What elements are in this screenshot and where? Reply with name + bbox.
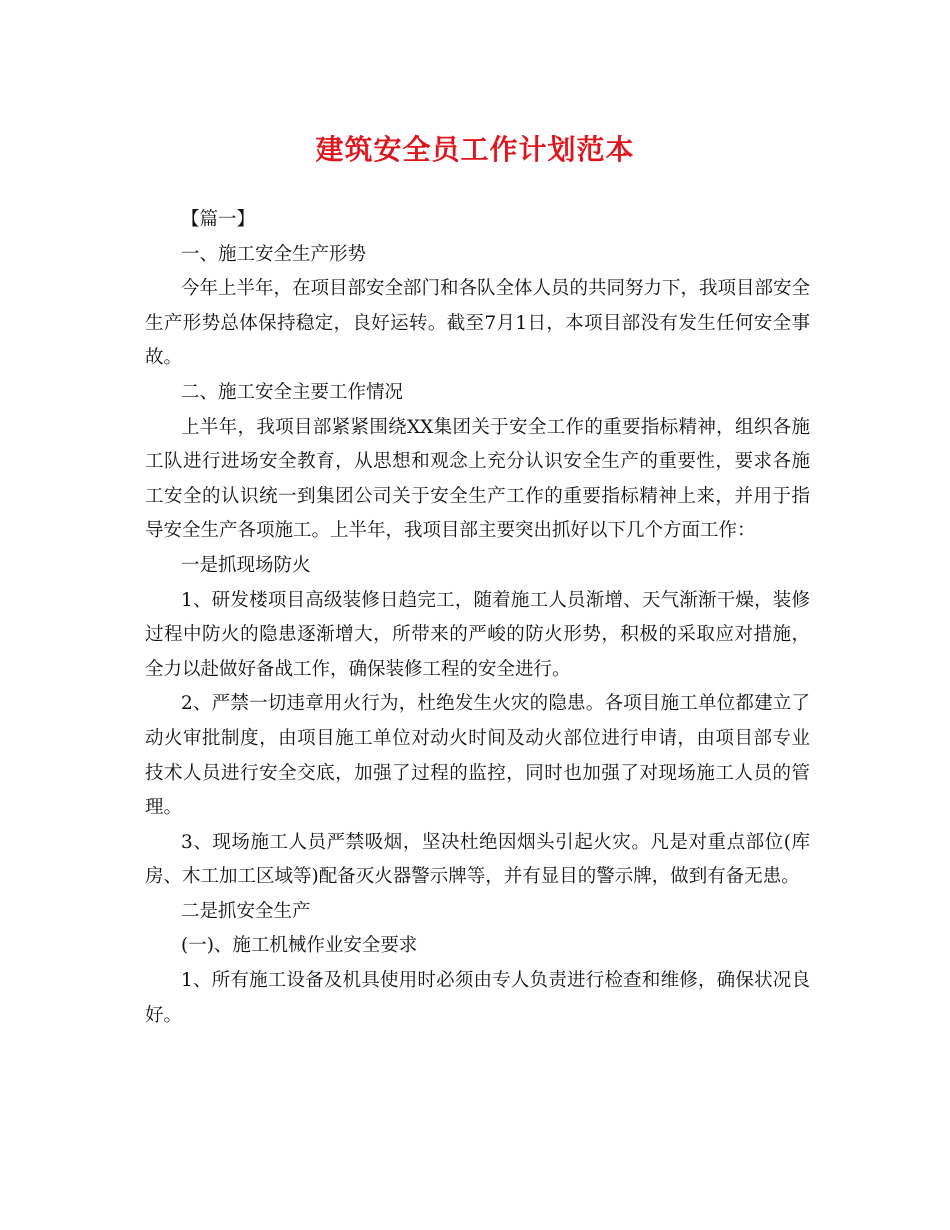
list-item: 3、现场施工人员严禁吸烟，坚决杜绝因烟头引起火灾。凡是对重点部位(库房、木工加工区域等)配备灭火器警示牌等，并有显目的警示牌，做到有备无患。 — [145, 831, 810, 888]
list-item: 1、所有施工设备及机具使用时必须由专人负责进行检查和维修，确保状况良好。 — [145, 970, 810, 1026]
document-body — [145, 203, 810, 1033]
subheading-machinery: (一)、施工机械作业安全要求 — [181, 935, 418, 957]
section-label: 【篇一】 — [181, 209, 256, 230]
subheading-fire-prevention: 一是抓现场防火 — [181, 554, 311, 576]
paragraph: 今年上半年，在项目部安全部门和各队全体人员的共同努力下，我项目部安全生产形势总体保持稳定，良好运转。截至7月1日，本项目部没有发生任何安全事故。 — [145, 278, 811, 369]
heading-safety-situation: 一、施工安全生产形势 — [181, 243, 367, 265]
heading-main-work: 二、施工安全主要工作情况 — [181, 381, 404, 403]
list-item: 1、研发楼项目高级装修日趋完工，随着施工人员渐增、天气渐渐干燥，装修过程中防火的隐患逐渐增大，所带来的严峻的防火形势，积极的采取应对措施，全力以赴做好备战工作，确保装修工程的安全进行。 — [145, 589, 810, 680]
list-item: 2、严禁一切违章用火行为，杜绝发生火灾的隐患。各项目施工单位都建立了动火审批制度，由项目施工单位对动火时间及动火部位进行申请，由项目部专业技术人员进行安全交底，加强了过程的监控，同时也加强了对现场施工人员的管理。 — [145, 693, 810, 819]
subheading-safe-production: 二是抓安全生产 — [181, 900, 311, 922]
document-title: 建筑安全员工作计划范本 — [315, 133, 635, 166]
paragraph: 上半年，我项目部紧紧围绕XX集团关于安全工作的重要指标精神，组织各施工队进行进场安全教育，从思想和观念上充分认识安全生产的重要性，要求各施工安全的认识统一到集团公司关于安全生产工作的重要指标精神上来，并用于指导安全生产各项施工。上半年，我项目部主要突出抓好以下几个方面工作： — [145, 416, 810, 542]
